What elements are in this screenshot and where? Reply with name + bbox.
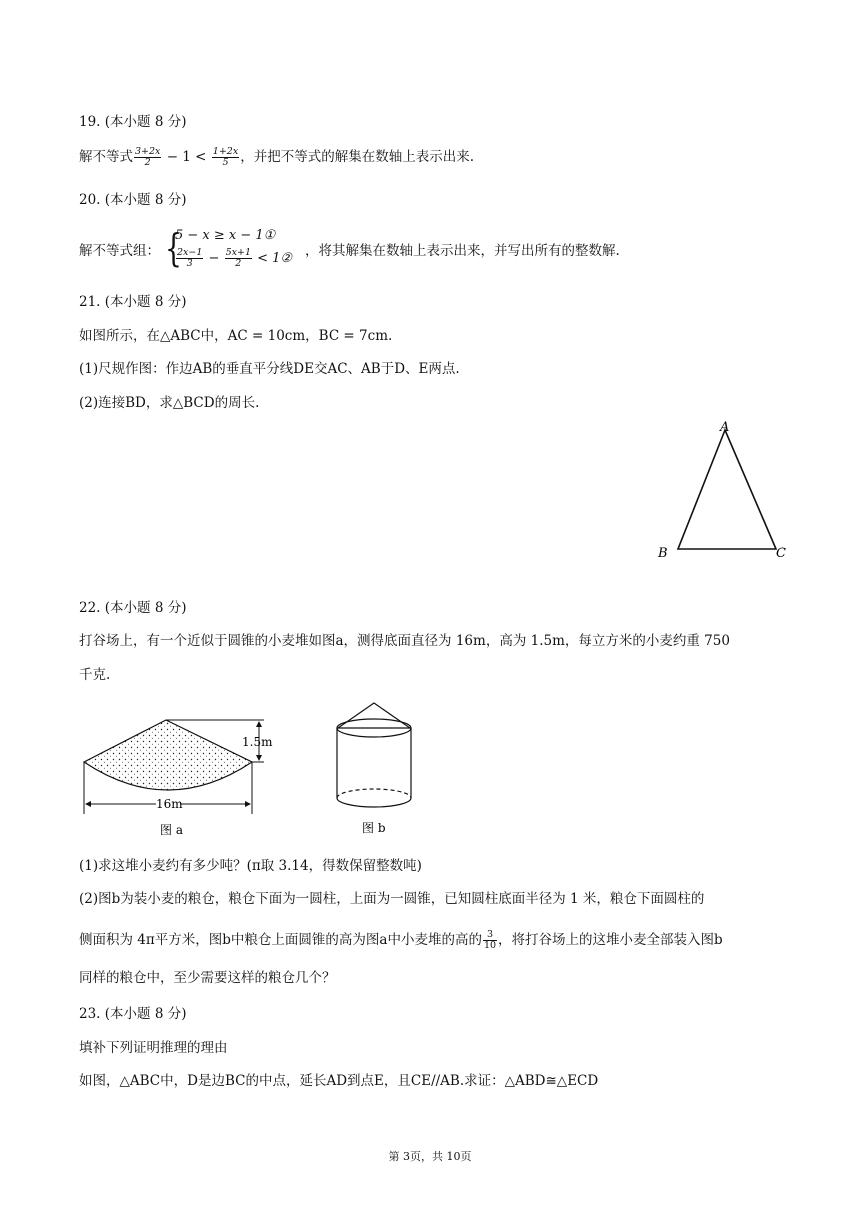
figure-a-caption: 图 a <box>160 823 183 837</box>
q20-line1: 5 − x ≥ x − 1① <box>175 228 276 243</box>
q21-header: 21. (本小题 8 分) <box>79 294 187 310</box>
q19-middle: − 1 < <box>162 149 211 165</box>
q20-header: 20. (本小题 8 分) <box>79 192 187 208</box>
height-label: 1.5m <box>242 735 273 749</box>
q22-stem-line2: 千克. <box>79 667 111 683</box>
figure-a-wheat-pile <box>76 710 296 840</box>
q22-part1: (1)求这堆小麦约有多少吨？(π取 3.14，得数保留整数吨) <box>79 858 422 874</box>
vertex-a-label: A <box>720 420 730 435</box>
q21-stem: 如图所示，在△ABC中，AC = 10cm，BC = 7cm. <box>79 328 393 344</box>
q19-prefix: 解不等式 <box>79 149 133 165</box>
triangle-abc <box>678 430 776 549</box>
granary-bottom-back <box>337 789 411 798</box>
width-label: 16m <box>156 797 183 811</box>
q21-part2: (2)连接BD，求△BCD的周长. <box>79 395 260 411</box>
q19-frac2: $\frac{1+2x}{5}$ <box>212 146 239 168</box>
q22-part2-line3: 同样的粮仓中，至少需要这样的粮仓几个？ <box>79 970 336 986</box>
q22-part2-line1: (2)图b为装小麦的粮仓，粮仓下面为一圆柱，上面为一圆锥，已知圆柱底面半径为 1 米，粮仓下面圆柱的 <box>79 891 705 907</box>
granary-cone <box>338 703 410 728</box>
q23-line1: 填补下列证明推理的理由 <box>79 1040 228 1056</box>
q23-line2: 如图，△ABC中，D是边BC的中点，延长AD到点E，且CE//AB.求证：△ABD≅△ECD <box>79 1073 599 1089</box>
wheat-pile-shape <box>84 720 252 790</box>
q22-part2-line2: 侧面积为 4π平方米，图b中粮仓上面圆锥的高为图a中小麦堆的高的 $\frac{3}{10}$ ，将打谷场上的这堆小麦全部装入图b <box>79 929 723 951</box>
figure-b-caption: 图 b <box>362 821 386 835</box>
q20-inequality-system <box>165 226 305 276</box>
q20-line2: $\frac{2x-1}{3}$ − $\frac{5x+1}{2}$ < 1② <box>177 247 293 269</box>
q23-header: 23. (本小题 8 分) <box>79 1006 187 1022</box>
q19-statement <box>79 147 474 168</box>
q21-part1: (1)尺规作图：作边AB的垂直平分线DE交AC、AB于D、E两点. <box>79 361 460 377</box>
q20-brace: { <box>165 226 182 270</box>
page-footer: 第 3页，共 10页 <box>388 1150 472 1163</box>
q19-frac1: $\frac{3+2x}{2}$ <box>135 146 161 168</box>
vertex-c-label: C <box>776 546 786 561</box>
q19-suffix: ，并把不等式的解集在数轴上表示出来. <box>240 149 474 165</box>
q20-suffix: ，将其解集在数轴上表示出来，并写出所有的整数解. <box>305 243 620 259</box>
vertex-b-label: B <box>658 546 668 561</box>
q20-prefix: 解不等式组： <box>79 243 160 259</box>
figure-b-granary <box>326 698 426 844</box>
q22-stem-line1: 打谷场上，有一个近似于圆锥的小麦堆如图a，测得底面直径为 16m，高为 1.5m，每立方米的小麦约重 750 <box>79 633 730 649</box>
q22-fraction: $\frac{3}{10}$ <box>483 929 497 951</box>
q22-header: 22. (本小题 8 分) <box>79 600 187 616</box>
granary-bottom-front <box>337 798 411 807</box>
triangle-abc-figure <box>650 416 800 566</box>
q19-header: 19. (本小题 8 分) <box>79 114 187 130</box>
